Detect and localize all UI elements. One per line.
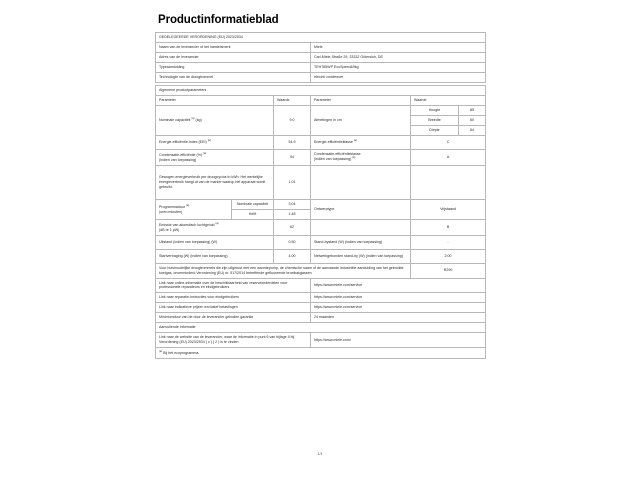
table-row (156, 72, 486, 82)
condensation-class-value: A (411, 149, 486, 165)
weighted-energy-empty-label (311, 165, 411, 199)
nominal-capacity-value: 9.0 (274, 105, 311, 135)
off-mode-label: Uitstand (indien van toepassing) (W) (156, 235, 274, 249)
table-row-condensation (156, 149, 486, 165)
table-row-weighted-energy (156, 165, 486, 199)
eei-label: Energie-efficiëntie-index (EEI) $^{(a)}$ (156, 135, 274, 149)
duration-half-value: 1:48 (274, 209, 311, 219)
supplier-website-link-label: Link naar de website van de leverancier, waar de informatie in punt 6 van bijlage II bij Verordening (EU) 2023/2534 ( c ) ( 2 ) is te vinden (156, 333, 311, 348)
dimension-depth-value: 64 (459, 125, 486, 135)
supplier-address-value: Carl-Miele-Straße 29, 33332 Gütersloh, DE (311, 52, 486, 62)
footnote-row (156, 348, 486, 359)
networked-standby-label: Netwerkgebonden stand-by (W) (indien van toepassing) (311, 249, 411, 263)
table-row (156, 52, 486, 62)
repair-instructions-link-value[interactable]: https://www.miele.com/service (311, 293, 486, 303)
regulation-row (156, 33, 486, 43)
dimension-height-label: Hoogte (411, 105, 459, 115)
general-parameters-title: Algemene productparameters (156, 85, 486, 95)
supplier-website-link-value[interactable]: https://www.miele.com/ (311, 333, 486, 348)
dimension-height-value: 85 (459, 105, 486, 115)
warranty-value: 24 maanden (311, 313, 486, 323)
weighted-energy-empty-value (411, 165, 486, 199)
weighted-energy-value: 1.01 (274, 165, 311, 199)
header-value-left: Waarde (274, 95, 311, 105)
model-identifier-label: Typeaanduiding (156, 62, 311, 72)
condensation-efficiency-value: 94 (274, 149, 311, 165)
weighted-energy-label: Gewogen energieverbruik per droogcyclus in kWh; Het werkelijke energieverbruik hangt af van de manier waarop het apparaat wordt gebruikt. (156, 165, 274, 199)
dimensions-label: Afmetingen in cm (311, 105, 411, 135)
refrigerant-label: Voor huishoudelijke droogtrommels die zijn uitgerust met een warmtepomp, de chemische naam of de aanvaarde industriële aanduiding van het gebruikte koelgas, onverminderd Verordening (EU) nr. 517/2014 betreffende gefluoreerde broeikasgassen (156, 263, 411, 278)
energy-class-value: C (411, 135, 486, 149)
footnote-text: $^{(a)}$ Bij het ecoprogramma. (156, 348, 486, 359)
header-parameter-left: Parameter (156, 95, 274, 105)
page-number: 1/1 (317, 452, 323, 456)
spare-parts-link-label: Link naar online-informatie over de beschikbaarheid van reserveonderdelen voor professionele reparateurs en eindgebruikers (156, 278, 311, 293)
duration-half-label: Helft (232, 209, 274, 219)
supplier-name-label: Naam van de leverancier of het handelsmerk (156, 42, 311, 52)
general-parameters-table (155, 85, 486, 360)
regulation-text: GEDELEGEERDE VERORDENING (EU) 2023/2534 (156, 33, 486, 43)
table-row (156, 62, 486, 72)
table-row-warranty (156, 313, 486, 323)
duration-nominal-label: Nominale capaciteit (232, 199, 274, 209)
noise-class-value: B (411, 219, 486, 235)
additional-information-title: Aanvullende informatie (156, 323, 486, 333)
start-delay-label: Startvertraging (W) (indien van toepassing) (156, 249, 274, 263)
indicative-prices-link-value[interactable]: https://www.miele.com/service (311, 303, 486, 313)
indicative-prices-link-label: Link naar indicatieve prijzen exclusief belastingen (156, 303, 311, 313)
table-row-link-prices (156, 303, 486, 313)
dimension-width-label: Breedte (411, 115, 459, 125)
standby-mode-value: - (411, 235, 486, 249)
dryer-technology-label: Technologie van de droogtrommel (156, 72, 311, 82)
column-header-row (156, 95, 486, 105)
nominal-capacity-label: Nominale capaciteit $^{(a)}$ (kg) (156, 105, 274, 135)
dryer-technology-value: electric condenser (311, 72, 486, 82)
design-type-value: Vrijstaand (411, 199, 486, 219)
table-row-additional-link (156, 333, 486, 348)
page-title: Productinformatieblad (158, 14, 279, 26)
table-row-off-mode (156, 235, 486, 249)
repair-instructions-link-label: Link naar reparatie-instructies voor eindgebruikers (156, 293, 311, 303)
dimension-width-value: 60 (459, 115, 486, 125)
duration-nominal-value: 3:04 (274, 199, 311, 209)
supplier-table (155, 32, 486, 83)
design-type-label: Ontwerptype (311, 199, 411, 219)
section-header-row (156, 85, 486, 95)
product-information-sheet (155, 14, 485, 359)
header-value-right: Waarde (411, 95, 486, 105)
table-row-duration-nominal (156, 199, 486, 209)
table-row-link-repair (156, 293, 486, 303)
model-identifier-value: TEH785WP EcoSpeed&9kg (311, 62, 486, 72)
header-parameter-right: Parameter (311, 95, 411, 105)
condensation-efficiency-label: Condensatie-efficiëntie (%) $^{(a)}$ (indien van toepassing) (156, 149, 274, 165)
noise-value: 62 (274, 219, 311, 235)
dimension-depth-label: Diepte (411, 125, 459, 135)
condensation-class-label: Condensatie-efficiëntieklasse (indien van toepassing) $^{(a)}$ (311, 149, 411, 165)
table-row-refrigerant (156, 263, 486, 278)
table-row-link-spare-parts (156, 278, 486, 293)
noise-class-label (311, 219, 411, 235)
off-mode-value: 0.50 (274, 235, 311, 249)
table-row (156, 42, 486, 52)
energy-class-label: Energie-efficiëntieklasse $^{(a)}$ (311, 135, 411, 149)
refrigerant-value: R290 (411, 263, 486, 278)
spare-parts-link-value[interactable]: https://www.miele.com/service (311, 278, 486, 293)
table-row-eei (156, 135, 486, 149)
table-row-capacity-dim1 (156, 105, 486, 115)
supplier-address-label: Adres van de leverancier (156, 52, 311, 62)
warranty-label: Minimumduur van de door de leverancier geboden garantie (156, 313, 311, 323)
noise-label: Emissie van akoestisch luchtgeluid $^{(a)}$ (dB re 1 pW) (156, 219, 274, 235)
standby-mode-label: Stand-bystand (W) (indien van toepassing) (311, 235, 411, 249)
table-row-noise (156, 219, 486, 235)
table-row-start-delay (156, 249, 486, 263)
supplier-name-value: Miele (311, 42, 486, 52)
networked-standby-value: 2:00 (411, 249, 486, 263)
start-delay-value: 4.00 (274, 249, 311, 263)
additional-information-header-row (156, 323, 486, 333)
program-duration-label: Programmaduur $^{(a)}$ (uren:minuten) (156, 199, 232, 219)
eei-value: 54.9 (274, 135, 311, 149)
